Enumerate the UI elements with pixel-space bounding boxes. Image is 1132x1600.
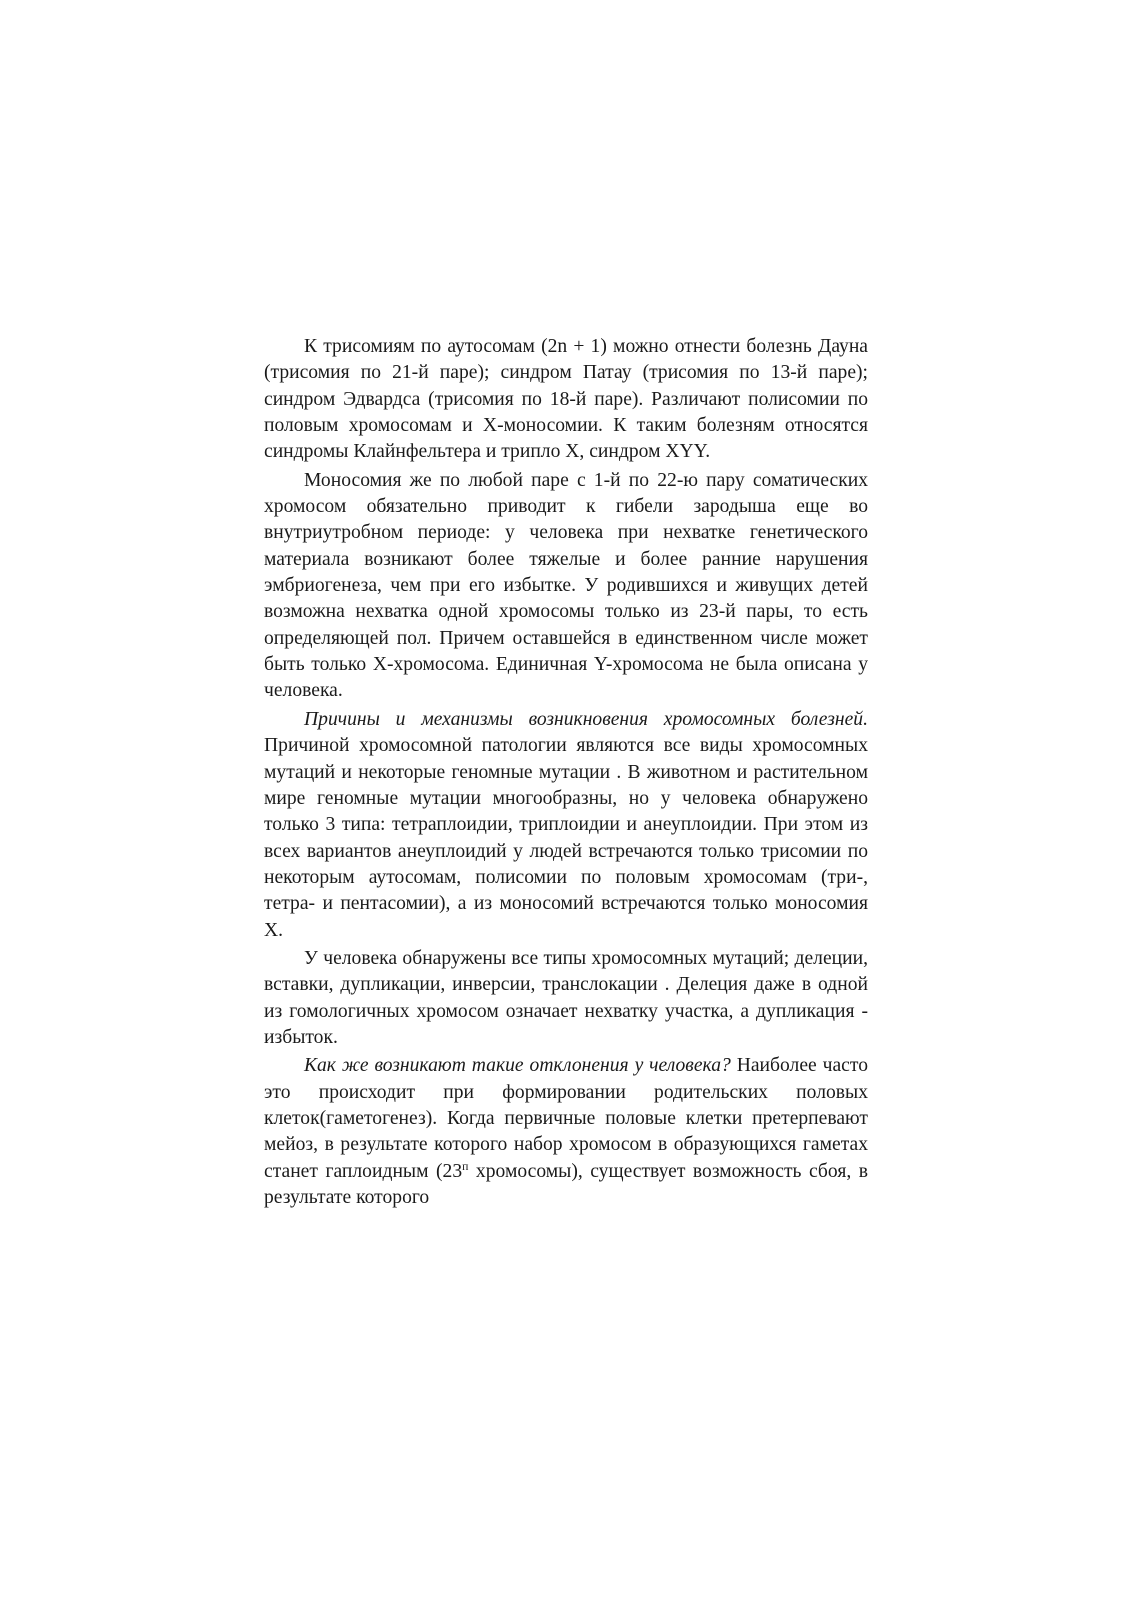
paragraph-mutation-types bbox=[264, 946, 868, 1051]
paragraph-causes bbox=[264, 707, 868, 944]
paragraph-text: К трисомиям по аутосомам (2n + 1) можно отнести болезнь Дауна (трисомия по 21-й паре); синдром Патау (трисомия по 13-й паре); синдром Эдвардса (трисомия по 18-й паре). Различают полисомии по половым хромосомам и Х-моносомии. К таким болезням относятся синдромы Клайнфельтера и трипло X, синдром XYY. bbox=[264, 336, 868, 463]
paragraph-text: У человека обнаружены все типы хромосомных мутаций; делеции, вставки, дупликации, инверсии, транслокации . Делеция даже в одной из гомологичных хромосом означает нехватку участка, а дупликация - избыток. bbox=[264, 947, 868, 1048]
paragraph-text: Моносомия же по любой паре с 1-й по 22-ю пару соматических хромосом обязательно приводит к гибели зародыша еще во внутриутробном периоде: у человека при нехватке генетического материала возникают более тяжелые и более ранние нарушения эмбриогенеза, чем при его избытке. У родившихся и живущих детей возможна нехватка одной хромосомы только из 23-й пары, то есть определяющей пол. Причем оставшейся в единственном числе может быть только Х-хромосома. Единичная Y-хромосома не была описана у человека. bbox=[264, 469, 868, 702]
superscript: п bbox=[462, 1159, 469, 1173]
paragraph-text: Наиболее часто это происходит при формировании родительских половых клеток(гаметогенез). Когда первичные половые клетки претерпевают мейоз, в результате которого набор хромосом в образующихся гаметах станет гаплоидным (23 bbox=[264, 1055, 868, 1182]
paragraph-trisomies bbox=[264, 334, 868, 466]
italic-heading: Причины и механизмы возникновения хромосомных болезней. bbox=[304, 708, 868, 730]
paragraph-monosomy bbox=[264, 468, 868, 705]
paragraph-origin bbox=[264, 1053, 868, 1211]
paragraph-text: Причиной хромосомной патологии являются все виды хромосомных мутаций и некоторые геномные мутации . В животном и растительном мире геномные мутации многообразны, но у человека обнаружено только 3 типа: тетраплоидии, триплоидии и анеуплоидии. При этом из всех вариантов анеуплоидий у людей встречаются только трисомии по некоторым аутосомам, полисомии по половым хромосомам (три-, тетра- и пентасомии), а из моносомий встречаются только моносомия X. bbox=[264, 735, 868, 941]
paragraph-text-end: хромосомы), существует возможность сбоя, в результате которого bbox=[264, 1160, 868, 1208]
body-text bbox=[264, 334, 868, 1211]
italic-question: Как же возникают такие отклонения у человека? bbox=[304, 1055, 731, 1077]
